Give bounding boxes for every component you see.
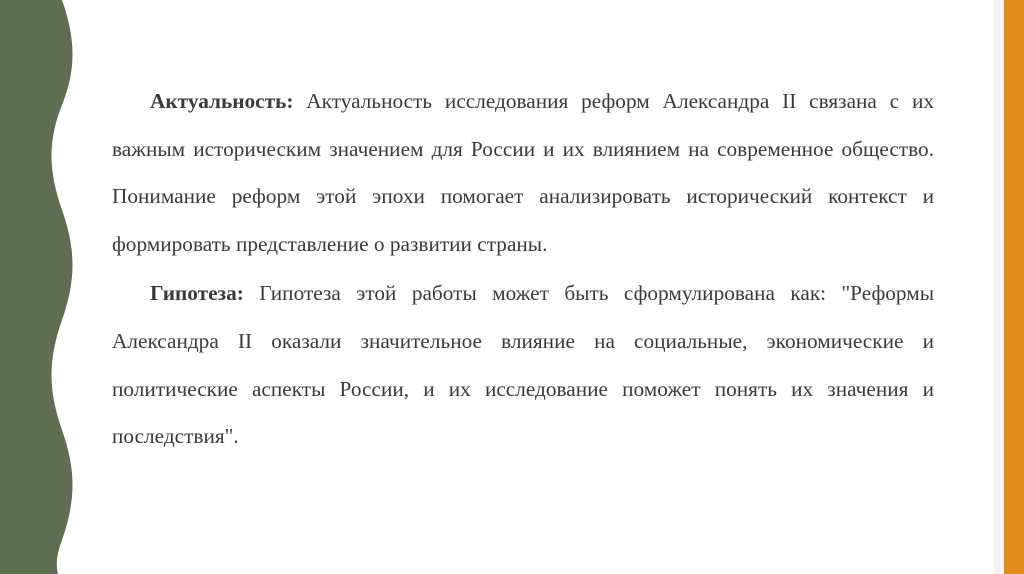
- hypothesis-text: Гипотеза этой работы может быть сформулирована как: "Реформы Александра II оказали значительное влияние на социальные, экономические и политические аспекты России, и их исследование поможет понять их значения и последствия".: [112, 281, 935, 449]
- relevance-paragraph: [112, 78, 934, 268]
- text-content: [112, 78, 934, 461]
- relevance-text: Актуальность исследования реформ Александра II связана с их важным историческим значением для России и их влиянием на современное общество. Понимание реформ этой эпохи помогает анализировать исторический контекст и формировать представление о развитии страны.: [112, 89, 934, 256]
- right-gap: [994, 0, 1004, 574]
- relevance-label: Актуальность:: [150, 89, 294, 113]
- hypothesis-label: Гипотеза:: [150, 281, 244, 306]
- hypothesis-paragraph: [112, 270, 934, 460]
- right-accent-strip: [1004, 0, 1024, 574]
- left-wavy-band: [0, 0, 80, 574]
